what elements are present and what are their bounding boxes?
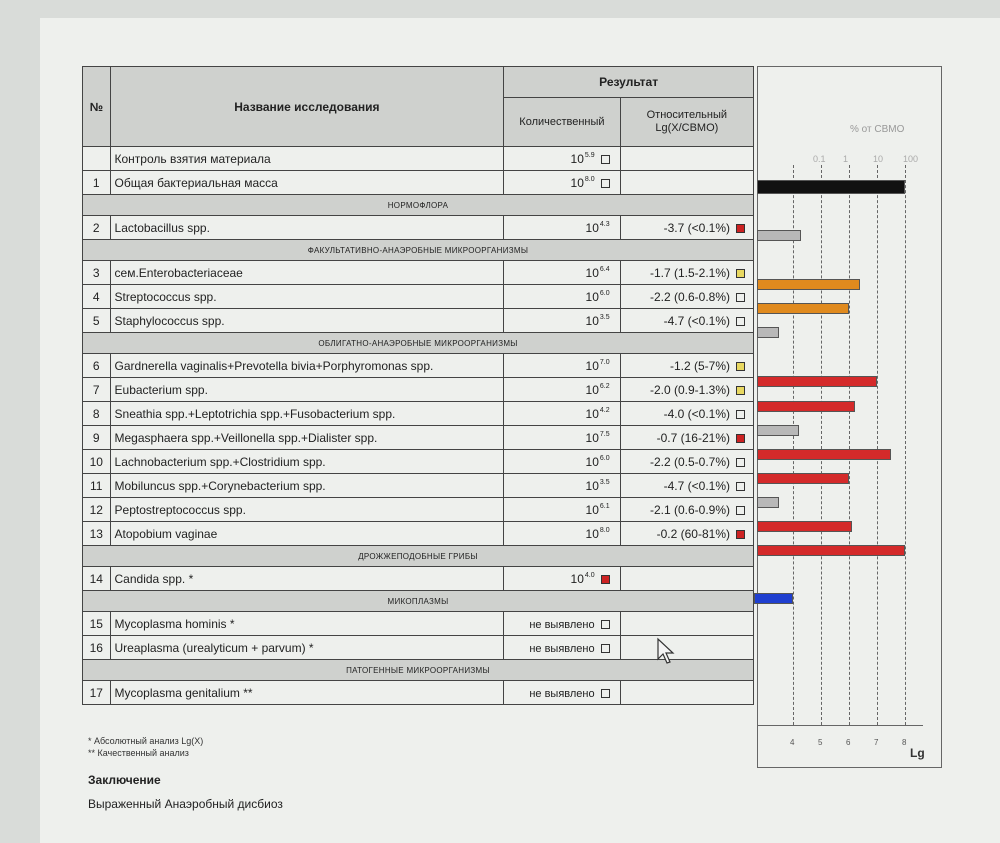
col-header-quantitative: Количественный <box>504 98 620 147</box>
quantitative-value <box>504 567 620 591</box>
quantitative-value <box>504 285 620 309</box>
row-number <box>83 147 111 171</box>
power-base: 10 <box>570 151 584 166</box>
power-exponent: 6.0 <box>599 454 610 462</box>
test-name: Lactobacillus spp. <box>110 216 504 240</box>
chart-gridline <box>821 165 822 725</box>
chart-bar <box>757 376 877 387</box>
quantitative-value <box>504 450 620 474</box>
chart-bar <box>754 593 793 604</box>
status-marker <box>736 506 745 515</box>
power-exponent: 5.9 <box>584 151 595 159</box>
quantitative-value <box>504 426 620 450</box>
quantitative-value <box>504 216 620 240</box>
chart-title: % от СВМО <box>850 124 905 135</box>
chart-bar <box>757 303 849 314</box>
col-header-relative-line2: Lg(X/СВМО) <box>655 122 719 134</box>
relative-value <box>620 450 753 474</box>
relative-value <box>620 474 753 498</box>
status-marker <box>736 482 745 491</box>
power-base: 10 <box>585 454 599 469</box>
quantitative-value <box>504 681 620 705</box>
footnotes <box>88 735 203 759</box>
power-exponent: 7.5 <box>599 430 610 438</box>
relative-text: -4.0 (<0.1%) <box>663 406 730 421</box>
row-number: 17 <box>83 681 111 705</box>
section-label: МИКОПЛАЗМЫ <box>83 591 754 612</box>
row-number: 10 <box>83 450 111 474</box>
power-exponent: 6.1 <box>599 502 610 510</box>
chart-bar <box>757 473 849 484</box>
test-name: Mycoplasma genitalium ** <box>110 681 504 705</box>
table-row <box>83 612 754 636</box>
relative-value <box>620 354 753 378</box>
relative-text: -4.7 (<0.1%) <box>663 313 730 328</box>
power-value <box>586 503 610 517</box>
table-row <box>83 354 754 378</box>
status-marker <box>736 386 745 395</box>
table-row <box>83 309 754 333</box>
power-exponent: 6.4 <box>599 265 610 273</box>
quantitative-value <box>504 261 620 285</box>
chart-tick-label: 5 <box>818 738 823 747</box>
table-row <box>83 378 754 402</box>
power-exponent: 8.0 <box>584 175 595 183</box>
relative-value <box>620 171 753 195</box>
status-marker <box>601 155 610 164</box>
col-header-num: № <box>83 67 111 147</box>
quantitative-value <box>504 636 620 660</box>
power-value <box>586 359 610 373</box>
status-marker <box>601 644 610 653</box>
chart-gridline <box>877 165 878 725</box>
row-number: 12 <box>83 498 111 522</box>
relative-text: -4.7 (<0.1%) <box>663 478 730 493</box>
chart-bar <box>757 279 860 290</box>
row-number: 9 <box>83 426 111 450</box>
power-base: 10 <box>585 382 599 397</box>
power-value <box>586 266 610 280</box>
chart-tick-label: 8 <box>902 738 907 747</box>
chart-gridline <box>905 165 906 725</box>
row-number: 14 <box>83 567 111 591</box>
power-value <box>571 152 595 166</box>
table-row <box>83 498 754 522</box>
chart-bar <box>757 180 905 194</box>
relative-text: -2.0 (0.9-1.3%) <box>649 382 730 397</box>
power-exponent: 4.0 <box>584 571 595 579</box>
row-number: 5 <box>83 309 111 333</box>
power-exponent: 3.5 <box>599 478 610 486</box>
status-marker <box>736 293 745 302</box>
relative-value <box>620 261 753 285</box>
test-name: Sneathia spp.+Leptotrichia spp.+Fusobacterium spp. <box>110 402 504 426</box>
status-marker <box>736 530 745 539</box>
power-exponent: 6.0 <box>599 289 610 297</box>
test-name: Mycoplasma hominis * <box>110 612 504 636</box>
quantitative-value <box>504 354 620 378</box>
row-number: 7 <box>83 378 111 402</box>
table-row <box>83 285 754 309</box>
row-number: 13 <box>83 522 111 546</box>
relative-value <box>620 402 753 426</box>
chart-bar <box>757 327 779 338</box>
status-marker <box>601 575 610 584</box>
power-base: 10 <box>585 406 599 421</box>
test-name: Lachnobacterium spp.+Clostridium spp. <box>110 450 504 474</box>
quantitative-value <box>504 498 620 522</box>
relative-value <box>620 681 753 705</box>
quantitative-value <box>504 522 620 546</box>
row-number: 1 <box>83 171 111 195</box>
power-base: 10 <box>585 526 599 541</box>
power-value <box>586 314 610 328</box>
footnote-absolute: * Абсолютный анализ Lg(X) <box>88 736 204 746</box>
section-row <box>83 240 754 261</box>
relative-text: -0.2 (60-81%) <box>656 526 730 541</box>
chart-bar <box>757 521 852 532</box>
row-number: 15 <box>83 612 111 636</box>
relative-value <box>620 147 753 171</box>
relative-value <box>620 636 753 660</box>
power-exponent: 6.2 <box>599 382 610 390</box>
row-number: 11 <box>83 474 111 498</box>
table-row <box>83 567 754 591</box>
col-header-relative-line1: Относительный <box>646 109 727 121</box>
status-marker <box>736 317 745 326</box>
power-base: 10 <box>585 265 599 280</box>
quantitative-value <box>504 474 620 498</box>
row-number: 2 <box>83 216 111 240</box>
results-table <box>82 66 754 705</box>
chart-percent-tick: 10 <box>873 154 884 164</box>
power-exponent: 4.3 <box>599 220 610 228</box>
power-value <box>586 221 610 235</box>
row-number: 4 <box>83 285 111 309</box>
not-detected-text: не выявлено <box>529 687 595 700</box>
status-marker <box>736 362 745 371</box>
relative-value <box>620 498 753 522</box>
chart-tick-label: 6 <box>846 738 851 747</box>
quantitative-value <box>504 309 620 333</box>
power-base: 10 <box>570 175 584 190</box>
test-name: Streptococcus spp. <box>110 285 504 309</box>
test-name: Atopobium vaginae <box>110 522 504 546</box>
test-name: сем.Enterobacteriaceae <box>110 261 504 285</box>
conclusion-title: Заключение <box>88 773 161 787</box>
col-header-name: Название исследования <box>110 67 504 147</box>
section-row <box>83 591 754 612</box>
power-value <box>586 407 610 421</box>
chart-bar <box>757 230 801 241</box>
status-marker <box>601 620 610 629</box>
quantitative-value <box>504 402 620 426</box>
chart-bar <box>757 545 905 556</box>
chart-tick-label: 7 <box>874 738 879 747</box>
relative-value <box>620 309 753 333</box>
power-base: 10 <box>585 478 599 493</box>
relative-text: -2.2 (0.5-0.7%) <box>649 454 730 469</box>
col-header-result: Результат <box>504 67 754 98</box>
chart-percent-tick: 1 <box>843 154 849 164</box>
table-row <box>83 147 754 171</box>
relative-value <box>620 567 753 591</box>
quantitative-value <box>504 147 620 171</box>
chart-gridline <box>849 165 850 725</box>
table-row <box>83 171 754 195</box>
table-row <box>83 261 754 285</box>
power-base: 10 <box>585 358 599 373</box>
relative-value <box>620 522 753 546</box>
power-base: 10 <box>585 502 599 517</box>
relative-value <box>620 378 753 402</box>
power-base: 10 <box>585 289 599 304</box>
table-row <box>83 681 754 705</box>
conclusion-text: Выраженный Анаэробный дисбиоз <box>88 797 283 811</box>
test-name: Megasphaera spp.+Veillonella spp.+Dialister spp. <box>110 426 504 450</box>
status-marker <box>601 689 610 698</box>
chart-gridline <box>793 165 794 725</box>
row-number: 3 <box>83 261 111 285</box>
quantitative-value <box>504 171 620 195</box>
relative-value <box>620 216 753 240</box>
row-number: 8 <box>83 402 111 426</box>
footnote-qualitative: ** Качественный анализ <box>88 748 189 758</box>
power-value <box>571 176 595 190</box>
relative-text: -2.2 (0.6-0.8%) <box>649 289 730 304</box>
section-row <box>83 195 754 216</box>
row-number: 16 <box>83 636 111 660</box>
status-marker <box>736 224 745 233</box>
row-number: 6 <box>83 354 111 378</box>
chart-tick-label: 4 <box>790 738 795 747</box>
power-base: 10 <box>570 571 584 586</box>
table-row <box>83 450 754 474</box>
power-value <box>571 572 595 586</box>
section-label: ДРОЖЖЕПОДОБНЫЕ ГРИБЫ <box>83 546 754 567</box>
relative-text: -0.7 (16-21%) <box>656 430 730 445</box>
quantitative-value <box>504 612 620 636</box>
chart-bar <box>757 497 779 508</box>
quantitative-value <box>504 378 620 402</box>
power-exponent: 3.5 <box>599 313 610 321</box>
relative-text: -3.7 (<0.1%) <box>663 220 730 235</box>
section-label: ПАТОГЕННЫЕ МИКРООРГАНИЗМЫ <box>83 660 754 681</box>
power-value <box>586 527 610 541</box>
test-name: Общая бактериальная масса <box>110 171 504 195</box>
power-value <box>586 431 610 445</box>
chart-x-axis <box>757 725 923 726</box>
status-marker <box>736 410 745 419</box>
power-base: 10 <box>585 430 599 445</box>
test-name: Peptostreptococcus spp. <box>110 498 504 522</box>
section-label: ФАКУЛЬТАТИВНО-АНАЭРОБНЫЕ МИКРООРГАНИЗМЫ <box>83 240 754 261</box>
chart-bar <box>757 449 891 460</box>
section-row <box>83 660 754 681</box>
section-label: НОРМОФЛОРА <box>83 195 754 216</box>
relative-text: -2.1 (0.6-0.9%) <box>649 502 730 517</box>
chart-percent-tick: 0.1 <box>813 154 826 164</box>
section-label: ОБЛИГАТНО-АНАЭРОБНЫЕ МИКРООРГАНИЗМЫ <box>83 333 754 354</box>
test-name: Mobiluncus spp.+Corynebacterium spp. <box>110 474 504 498</box>
table-row <box>83 402 754 426</box>
power-base: 10 <box>585 220 599 235</box>
relative-value <box>620 426 753 450</box>
status-marker <box>736 269 745 278</box>
test-name: Контроль взятия материала <box>110 147 504 171</box>
test-name: Eubacterium spp. <box>110 378 504 402</box>
relative-value <box>620 285 753 309</box>
relative-text: -1.2 (5-7%) <box>669 358 730 373</box>
table-row <box>83 636 754 660</box>
not-detected-text: не выявлено <box>529 642 595 655</box>
power-base: 10 <box>585 313 599 328</box>
relative-text: -1.7 (1.5-2.1%) <box>649 265 730 280</box>
test-name: Gardnerella vaginalis+Prevotella bivia+Porphyromonas spp. <box>110 354 504 378</box>
section-row <box>83 333 754 354</box>
relative-value <box>620 612 753 636</box>
chart-percent-tick: 100 <box>903 154 919 164</box>
mouse-cursor-icon <box>656 637 676 665</box>
power-exponent: 4.2 <box>599 406 610 414</box>
table-row <box>83 216 754 240</box>
col-header-relative <box>620 98 753 147</box>
status-marker <box>736 458 745 467</box>
power-exponent: 7.0 <box>599 358 610 366</box>
section-row <box>83 546 754 567</box>
test-name: Ureaplasma (urealyticum + parvum) * <box>110 636 504 660</box>
not-detected-text: не выявлено <box>529 618 595 631</box>
power-value <box>586 479 610 493</box>
power-value <box>586 383 610 397</box>
table-row <box>83 522 754 546</box>
status-marker <box>601 179 610 188</box>
chart-bar <box>757 425 799 436</box>
test-name: Staphylococcus spp. <box>110 309 504 333</box>
test-name: Candida spp. * <box>110 567 504 591</box>
chart-x-label: Lg <box>910 746 925 760</box>
status-marker <box>736 434 745 443</box>
power-value <box>586 455 610 469</box>
table-row <box>83 426 754 450</box>
power-value <box>586 290 610 304</box>
table-row <box>83 474 754 498</box>
power-exponent: 8.0 <box>599 526 610 534</box>
chart-bar <box>757 401 855 412</box>
